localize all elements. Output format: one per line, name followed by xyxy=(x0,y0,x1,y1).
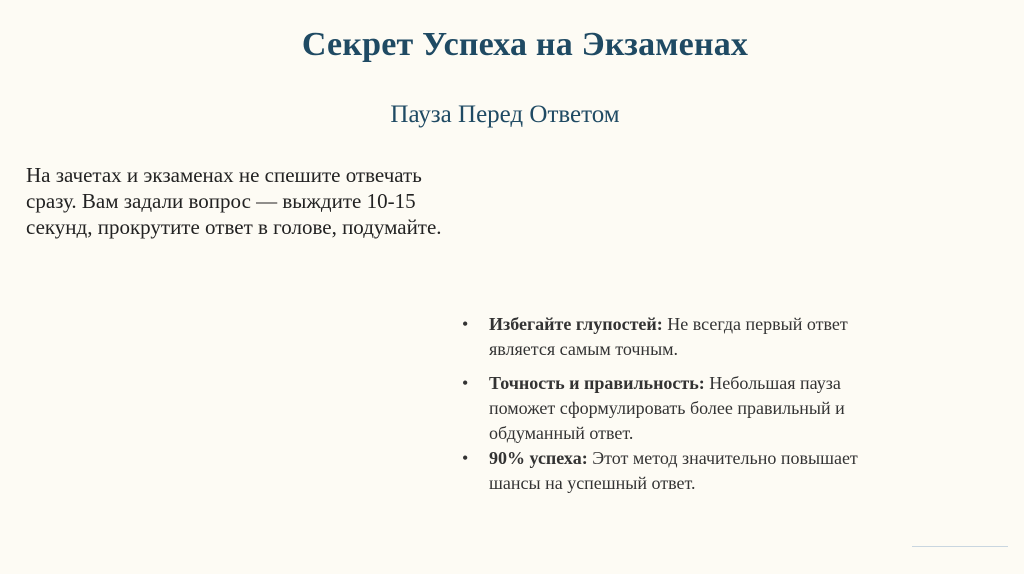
bullet-text: Этот метод значительно повышает шансы на успешный ответ. xyxy=(489,448,858,493)
bullet-text: Небольшая пауза поможет сформулировать более правильный и обдуманный ответ. xyxy=(489,373,845,443)
slide-subtitle: Пауза Перед Ответом xyxy=(390,101,620,128)
benefits-list xyxy=(458,312,878,505)
list-item xyxy=(458,371,878,446)
list-item xyxy=(458,446,878,496)
bullet-icon: • xyxy=(462,373,469,393)
slide-title: Секрет Успеха на Экзаменах xyxy=(301,26,749,63)
bullet-term: 90% успеха: xyxy=(489,448,588,468)
intro-paragraph: На зачетах и экзаменах не спешите отвечать сразу. Вам задали вопрос — выждите 10-15 секунд, прокрутите ответ в голове, подумайте. xyxy=(26,163,442,239)
bullet-icon: • xyxy=(462,448,469,468)
bullet-icon: • xyxy=(462,314,469,334)
list-item xyxy=(458,312,878,362)
bullet-term: Избегайте глупостей: xyxy=(489,314,663,334)
bullet-text: Не всегда первый ответ является самым точным. xyxy=(489,314,848,359)
footer-divider xyxy=(912,546,1008,547)
bullet-term: Точность и правильность: xyxy=(489,373,705,393)
